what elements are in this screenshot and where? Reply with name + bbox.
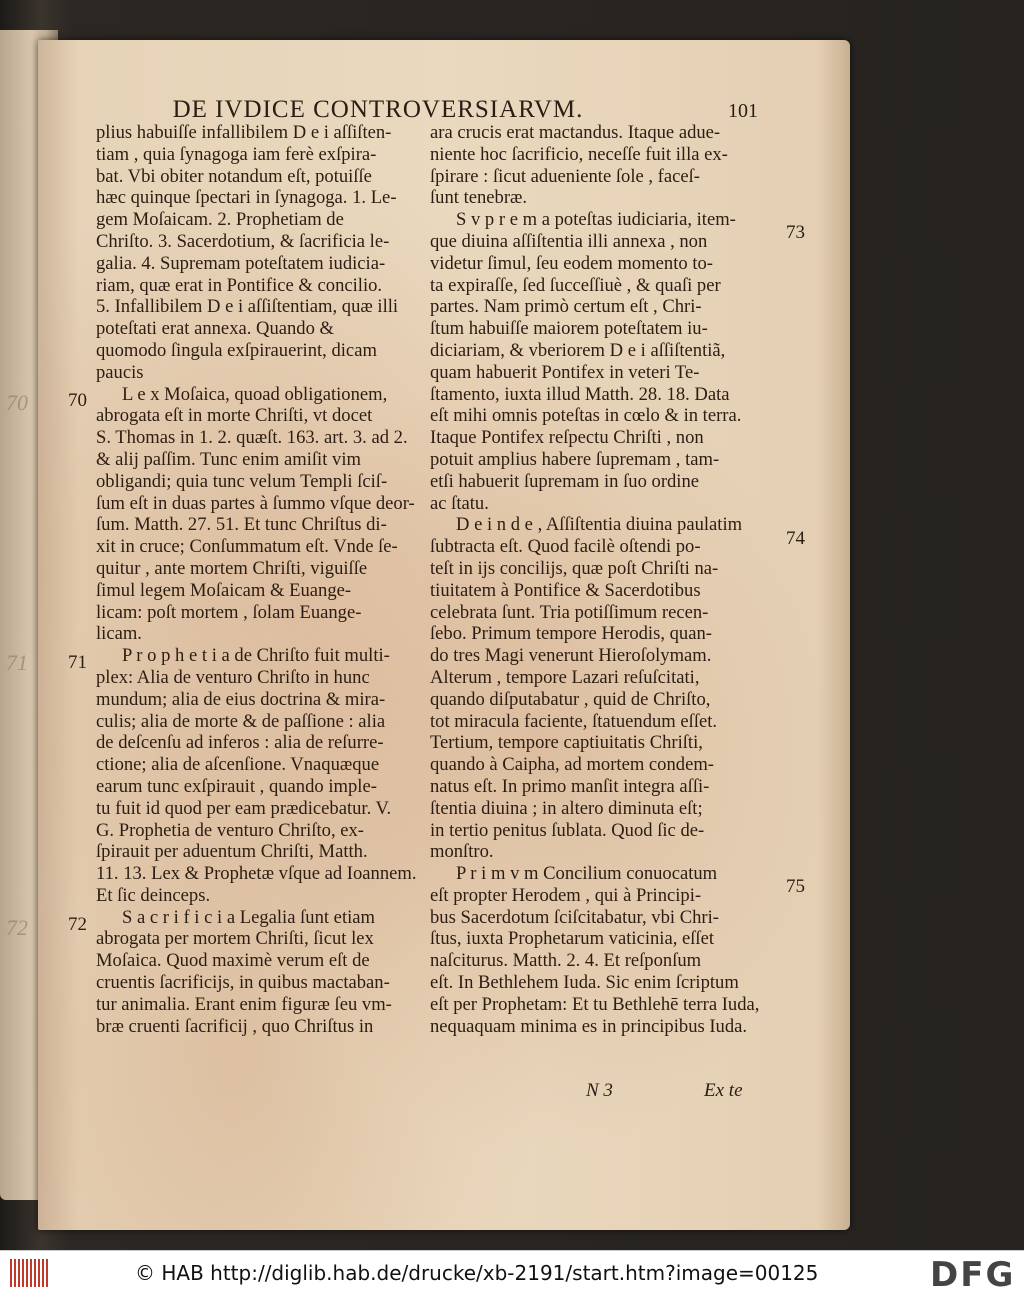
dfg-logo: DFG (930, 1255, 1016, 1295)
text-line: paucis (96, 361, 144, 383)
text-line: mundum; alia de eius doctrina & mira- (96, 688, 386, 710)
text-line: Itaque Pontifex reſpectu Chriſti , non (430, 427, 704, 449)
margin-number-71: 71 (68, 652, 87, 673)
text-line: quitur , ante mortem Chriſti, viguiſſe (96, 557, 368, 579)
text-line: earum tunc exſpirauit , quando imple- (96, 775, 377, 797)
text-line: licam: poſt mortem , ſolam Euange- (96, 601, 362, 623)
text-line: ſum eſt in duas partes à ſummo vſque deor- (96, 492, 415, 514)
text-line: cruentis ſacrificijs, in quibus mactaban- (96, 972, 390, 994)
text-line: L e x Moſaica, quoad obligationem, (122, 383, 388, 405)
text-line: P r i m v m Concilium conuocatum (456, 863, 718, 885)
text-line: tiam , quia ſynagoga iam ferè exſpira- (96, 143, 377, 165)
text-line: ſtamento, iuxta illud Matth. 28. 18. Data (430, 383, 730, 405)
ghost-margin-number: 72 (6, 915, 28, 940)
text-line: quomodo ſingula exſpirauerint, dicam (96, 339, 377, 361)
text-line: quam habuerit Pontifex in veteri Te- (430, 361, 700, 383)
copyright-link[interactable]: © HAB http://diglib.hab.de/drucke/xb-2191/start.htm?image=00125 (135, 1261, 819, 1285)
text-line: hæc quinque ſpectari in ſynagoga. 1. Le- (96, 187, 397, 209)
text-line: G. Prophetia de venturo Chriſto, ex- (96, 819, 365, 841)
left-text-column (96, 122, 418, 1037)
text-line: licam. (96, 623, 142, 645)
text-line: diciariam, & vberiorem D e i aſſiſtentiã, (430, 339, 726, 361)
margin-number-72: 72 (68, 914, 87, 935)
text-line: D e i n d e , Aſſiſtentia diuina paulatim (456, 514, 743, 536)
margin-number-70: 70 (68, 390, 87, 411)
text-line: abrogata per mortem Chriſti, ſicut lex (96, 928, 374, 950)
text-line: partes. Nam primò certum eſt , Chri- (430, 296, 702, 318)
text-line: do tres Magi venerunt Hieroſolymam. (430, 645, 712, 667)
text-line: quando diſputabatur , quid de Chriſto, (430, 688, 711, 710)
text-line: ctione; alia de aſcenſione. Vnaquæque (96, 754, 380, 776)
text-line: eſt per Prophetam: Et tu Bethlehē terra Iuda, (430, 993, 760, 1015)
text-line: & alij paſſim. Tunc enim amiſit vim (96, 448, 361, 470)
text-line: poteſtati erat annexa. Quando & (96, 318, 335, 340)
text-line: plius habuiſſe infallibilem D e i aſſiſten- (96, 122, 392, 143)
text-line: potuit amplius habere ſupremam , tam- (430, 448, 720, 470)
text-line: eſt. In Bethlehem Iuda. Sic enim ſcriptum (430, 972, 739, 994)
text-line: 5. Infallibilem D e i aſſiſtentiam, quæ illi (96, 296, 399, 318)
text-line: tur animalia. Erant enim figuræ ſeu vm- (96, 993, 392, 1015)
text-line: Alterum , tempore Lazari reſuſcitati, (430, 666, 700, 688)
text-line: in tertio penitus ſublata. Quod ſic de- (430, 819, 705, 841)
text-line: niente hoc ſacrificio, neceſſe fuit illa ex- (430, 143, 728, 165)
text-line: Tertium, tempore captiuitatis Chriſti, (430, 732, 703, 754)
text-line: bus Sacerdotum ſciſcitabatur, vbi Chri- (430, 906, 719, 928)
text-line: celebrata ſunt. Tria potiſſimum recen- (430, 601, 709, 623)
margin-number-75: 75 (786, 876, 805, 897)
text-line: bat. Vbi obiter notandum eſt, potuiſſe (96, 165, 372, 187)
text-line: obligandi; quia tunc velum Templi ſciſ- (96, 470, 388, 492)
text-line: ac ſtatu. (430, 492, 489, 514)
text-line: riam, quæ erat in Pontifice & concilio. (96, 274, 383, 296)
ghost-margin-number: 70 (6, 390, 28, 415)
signature-mark: N 3 (586, 1080, 613, 1101)
running-head: DE IVDICE CONTROVERSIARVM. (172, 96, 584, 123)
text-line: ſtus, iuxta Prophetarum vaticinia, eſſet (430, 928, 714, 950)
text-line: ſpirare : ſicut adueniente ſole , faceſ- (430, 165, 700, 187)
text-line: que diuina aſſiſtentia illi annexa , non (430, 230, 708, 252)
text-line: ſtentia diuina ; in altero diminuta eſt; (430, 797, 703, 819)
text-line: abrogata eſt in morte Chriſti, vt docet (96, 405, 373, 427)
catchword: Ex te (704, 1080, 743, 1101)
text-line: tiuitatem à Pontifice & Sacerdotibus (430, 579, 701, 601)
text-line: natus eſt. In primo manſit integra aſſi- (430, 775, 710, 797)
barcode-icon (10, 1259, 50, 1287)
text-line: galia. 4. Supremam poteſtatem iudicia- (96, 252, 386, 274)
text-line: eſt mihi omnis poteſtas in cœlo & in terra. (430, 405, 742, 427)
text-line: quando à Caipha, ad mortem condem- (430, 754, 714, 776)
text-line: S v p r e m a poteſtas iudiciaria, item- (456, 209, 736, 231)
text-line: naſciturus. Matth. 2. 4. Et reſponſum (430, 950, 702, 972)
text-line: plex: Alia de venturo Chriſto in hunc (96, 666, 370, 688)
text-line: gem Moſaicam. 2. Prophetiam de (96, 209, 344, 231)
margin-number-73: 73 (786, 222, 805, 243)
page-number: 101 (728, 100, 758, 122)
text-line: nequaquam minima es in principibus Iuda. (430, 1015, 748, 1037)
text-line: Chriſto. 3. Sacerdotium, & ſacrificia le- (96, 230, 390, 252)
ghost-margin-number: 71 (6, 650, 28, 675)
text-line: etſi habuerit ſupremam in ſuo ordine (430, 470, 700, 492)
footer-bar (0, 1250, 1024, 1296)
text-line: tu fuit id quod per eam prædicebatur. V. (96, 797, 392, 819)
text-line: S a c r i f i c i a Legalia ſunt etiam (122, 906, 375, 928)
text-line: 11. 13. Lex & Prophetæ vſque ad Ioannem. (96, 863, 417, 885)
text-line: ara crucis erat mactandus. Itaque adue- (430, 122, 721, 143)
book-page (38, 40, 850, 1230)
text-line: ta expiraſſe, ſed ſucceſſiuè , & quaſi per (430, 274, 721, 296)
text-line: bræ cruenti ſacrificij , quo Chriſtus in (96, 1015, 374, 1037)
text-line: tot miracula faciente, ſtatuendum eſſet. (430, 710, 718, 732)
text-line: ſtum habuiſſe maiorem poteſtatem iu- (430, 318, 708, 340)
text-line: eſt propter Herodem , qui à Principi- (430, 884, 702, 906)
text-line: ſpirauit per aduentum Chriſti, Matth. (96, 841, 368, 863)
text-line: ſunt tenebræ. (430, 187, 528, 209)
text-line: ſubtracta eſt. Quod facilè oſtendi po- (430, 536, 701, 558)
text-line: culis; alia de morte & de paſſione : alia (96, 710, 386, 732)
text-line: ſum. Matth. 27. 51. Et tunc Chriſtus di- (96, 514, 387, 536)
text-line: monſtro. (430, 841, 494, 863)
text-line: videtur ſimul, ſeu eodem momento to- (430, 252, 713, 274)
text-line: xit in cruce; Conſummatum eſt. Vnde ſe- (96, 536, 398, 558)
text-line: S. Thomas in 1. 2. quæſt. 163. art. 3. ad 2. (96, 427, 408, 449)
text-line: de deſcenſu ad inferos : alia de reſurre- (96, 732, 384, 754)
text-line: P r o p h e t i a de Chriſto fuit multi- (122, 645, 390, 667)
text-line: ſimul legem Moſaicam & Euange- (96, 579, 352, 601)
right-text-column (430, 122, 778, 1037)
text-line: Et ſic deinceps. (96, 884, 211, 906)
text-line: teſt in ijs concilijs, quæ poſt Chriſti na- (430, 557, 719, 579)
text-line: Moſaica. Quod maximè verum eſt de (96, 950, 370, 972)
text-line: ſebo. Primum tempore Herodis, quan- (430, 623, 712, 645)
margin-number-74: 74 (786, 528, 805, 549)
